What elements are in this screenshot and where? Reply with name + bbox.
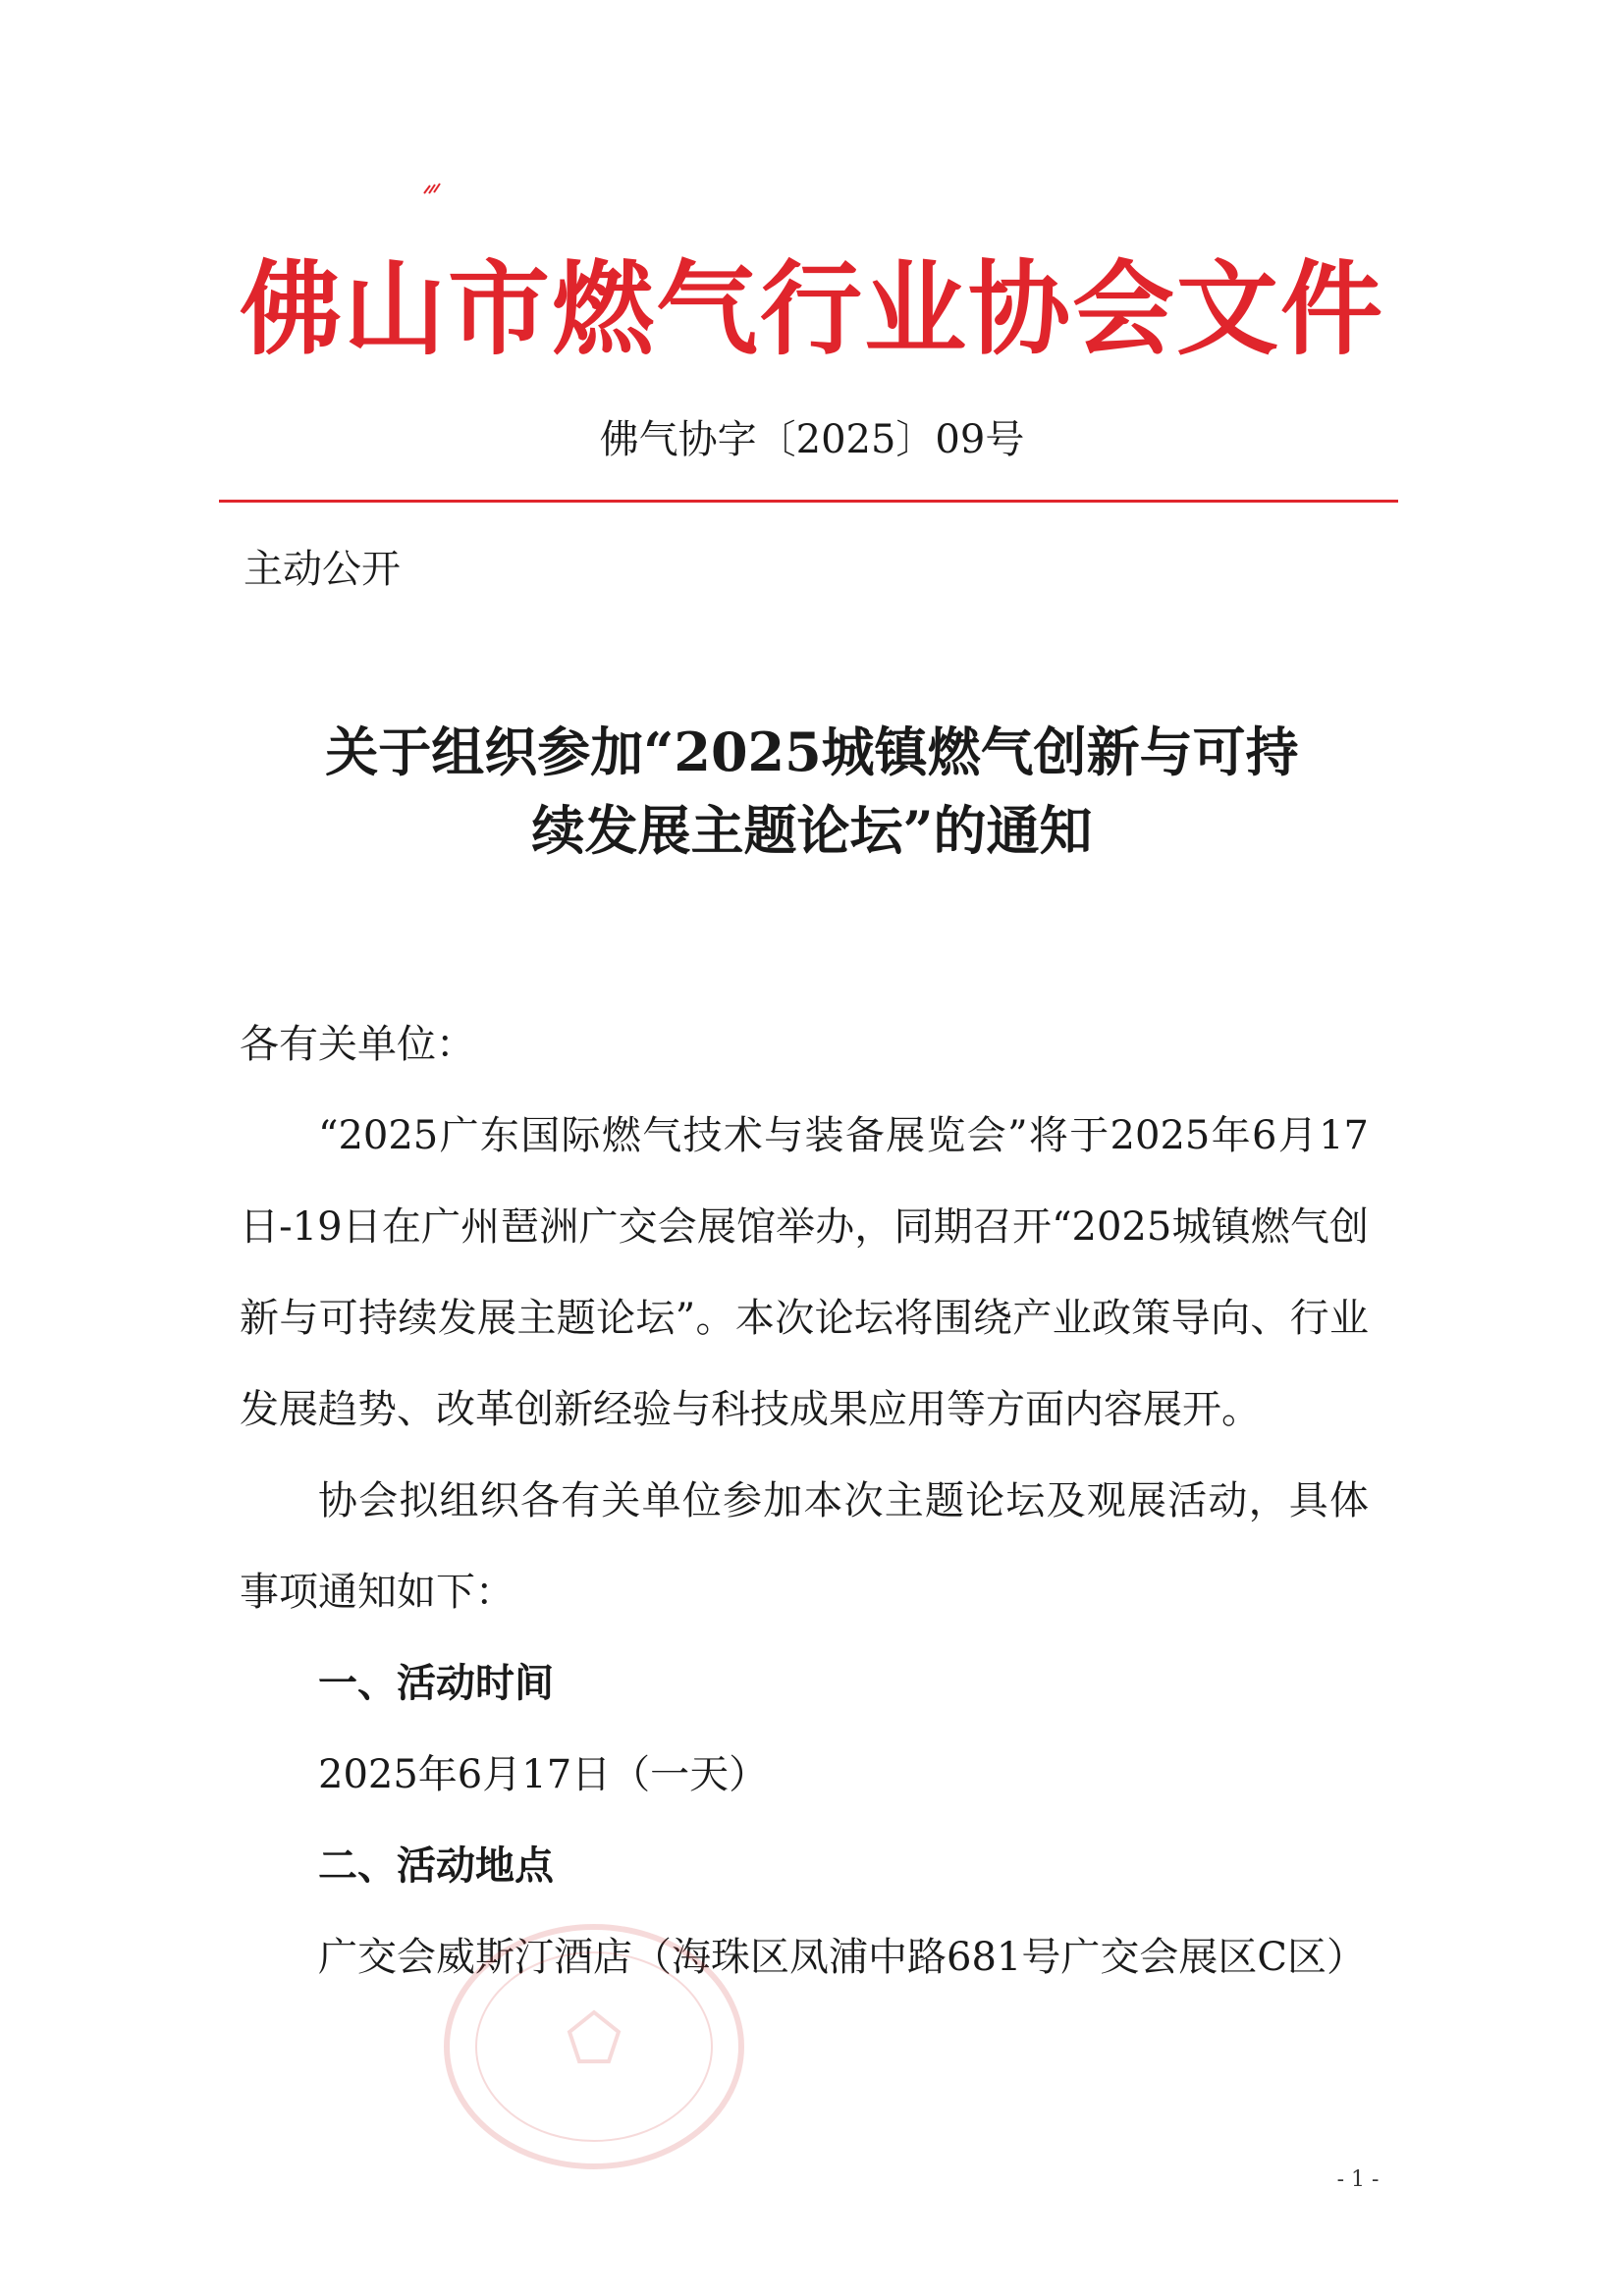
paragraph-intro: “2025广东国际燃气技术与装备展览会”将于2025年6月17日-19日在广州琶洲广交会展馆举办，同期召开“2025城镇燃气创新与可持续发展主题论坛”。本次论坛将围绕产业政策导向、行业发展趋势、改革创新经验与科技成果应用等方面内容展开。 xyxy=(240,1113,1369,1432)
red-divider xyxy=(219,500,1398,503)
section-heading-location: 二、活动地点 xyxy=(318,1843,554,1889)
section-body-time: 2025年6月17日（一天） xyxy=(318,1752,769,1797)
notice-title xyxy=(196,713,1428,870)
disclosure-label: 主动公开 xyxy=(244,547,401,592)
section-body-location: 广交会威斯汀酒店（海珠区凤浦中路681号广交会展区C区） xyxy=(318,1935,1366,1980)
faded-seal-icon xyxy=(432,1914,756,2179)
notice-body xyxy=(240,999,1369,2003)
notice-title-line-2: 续发展主题论坛”的通知 xyxy=(531,799,1093,862)
ink-mark-icon xyxy=(422,182,446,195)
paragraph-arrangement: 协会拟组织各有关单位参加本次主题论坛及观展活动，具体事项通知如下： xyxy=(240,1478,1369,1615)
page-number: - 1 - xyxy=(1336,2167,1380,2192)
issuer-header: 佛山市燃气行业协会文件 xyxy=(239,248,1384,369)
salutation: 各有关单位： xyxy=(240,1022,475,1067)
notice-title-line-1: 关于组织参加“2025城镇燃气创新与可持 xyxy=(325,721,1299,783)
section-heading-time: 一、活动时间 xyxy=(318,1661,554,1706)
document-number: 佛气协字〔2025〕09号 xyxy=(599,417,1025,462)
